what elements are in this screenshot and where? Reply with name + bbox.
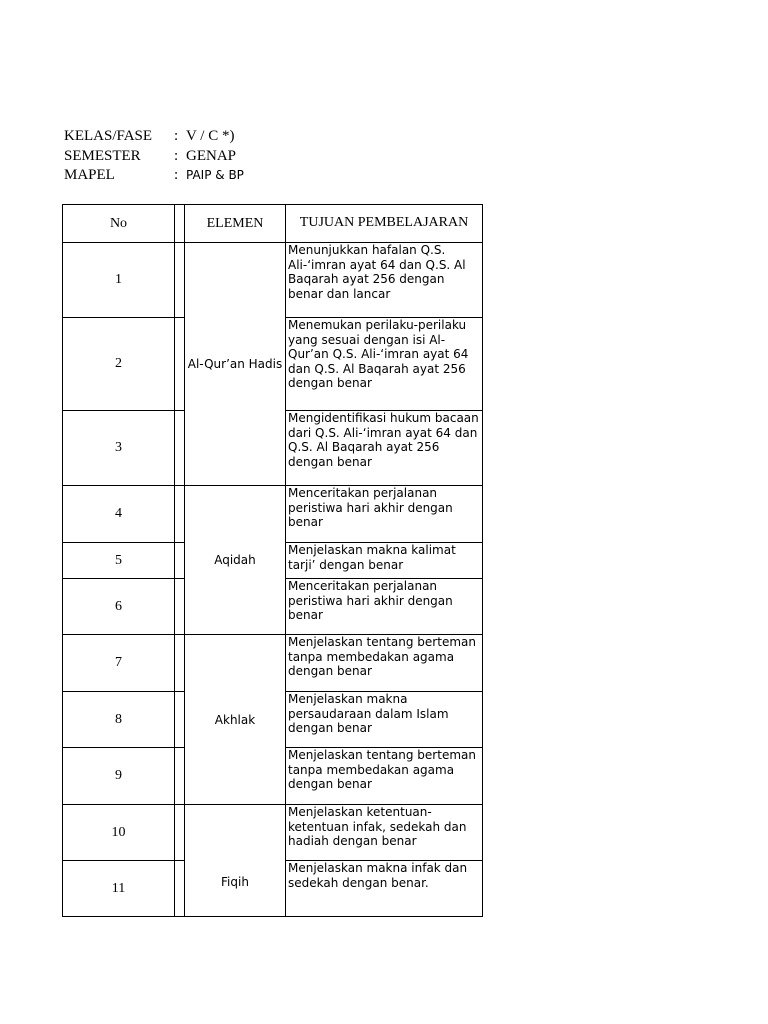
- row-number: 2: [63, 318, 175, 411]
- table-row: [63, 635, 483, 692]
- row-number: 8: [63, 692, 175, 748]
- elemen-cell: Akhlak: [185, 635, 286, 805]
- table-row: [63, 243, 483, 318]
- tujuan-cell: Menceritakan perjalanan peristiwa hari akhir dengan benar: [286, 579, 483, 635]
- tujuan-cell: Menemukan perilaku-perilaku yang sesuai dengan isi Al-Qur’an Q.S. Ali-‘imran ayat 64 dan Q.S. Al Baqarah ayat 256 dengan benar: [286, 318, 483, 411]
- kelas-row: [64, 127, 244, 147]
- tujuan-cell: Menunjukkan hafalan Q.S. Ali-‘imran ayat 64 dan Q.S. Al Baqarah ayat 256 dengan benar dan lancar: [286, 243, 483, 318]
- tujuan-pembelajaran-table: [62, 204, 483, 917]
- row-number: 1: [63, 243, 175, 318]
- tujuan-cell: Menjelaskan makna persaudaraan dalam Islam dengan benar: [286, 692, 483, 748]
- elemen-cell: Aqidah: [185, 486, 286, 635]
- semester-label: SEMESTER: [64, 147, 141, 164]
- row-number: 6: [63, 579, 175, 635]
- semester-value: GENAP: [186, 147, 237, 164]
- column-header-elemen: ELEMEN: [185, 205, 286, 243]
- spacer-cell: [175, 318, 185, 411]
- spacer-cell: [175, 635, 185, 692]
- mapel-value: PAIP & BP: [186, 168, 244, 182]
- kelas-label: KELAS/FASE: [64, 128, 153, 144]
- column-header-tujuan: TUJUAN PEMBELAJARAN: [286, 205, 483, 243]
- tujuan-cell: Mengidentifikasi hukum bacaan dari Q.S. Ali-‘imran ayat 64 dan Q.S. Al Baqarah ayat 256 dengan benar: [286, 411, 483, 486]
- elemen-cell: Fiqih: [185, 805, 286, 917]
- table-row: [63, 805, 483, 861]
- kelas-value: V / C *): [186, 128, 235, 144]
- tujuan-cell: Menjelaskan tentang berteman tanpa membedakan agama dengan benar: [286, 748, 483, 805]
- spacer-cell: [175, 692, 185, 748]
- spacer-cell: [175, 543, 185, 579]
- row-number: 4: [63, 486, 175, 543]
- row-number: 11: [63, 861, 175, 917]
- colon: :: [174, 147, 179, 164]
- row-number: 5: [63, 543, 175, 579]
- row-number: 3: [63, 411, 175, 486]
- tujuan-cell: Menjelaskan tentang berteman tanpa membedakan agama dengan benar: [286, 635, 483, 692]
- document-header: [64, 127, 244, 186]
- table-row: [63, 486, 483, 543]
- row-number: 9: [63, 748, 175, 805]
- spacer-cell: [175, 861, 185, 917]
- table-header-row: [63, 205, 483, 243]
- row-number: 7: [63, 635, 175, 692]
- colon: :: [174, 167, 179, 183]
- mapel-label: MAPEL: [64, 167, 115, 183]
- column-header-no: No: [63, 205, 175, 243]
- spacer-cell: [175, 411, 185, 486]
- elemen-cell: Al-Qur’an Hadis: [185, 243, 286, 486]
- spacer-cell: [175, 486, 185, 543]
- spacer-cell: [175, 205, 185, 243]
- tujuan-cell: Menjelaskan ketentuan-ketentuan infak, sedekah dan hadiah dengan benar: [286, 805, 483, 861]
- mapel-row: [64, 166, 244, 186]
- tujuan-cell: Menjelaskan makna kalimat tarji’ dengan benar: [286, 543, 483, 579]
- spacer-cell: [175, 805, 185, 861]
- spacer-cell: [175, 579, 185, 635]
- tujuan-cell: Menceritakan perjalanan peristiwa hari akhir dengan benar: [286, 486, 483, 543]
- spacer-cell: [175, 748, 185, 805]
- row-number: 10: [63, 805, 175, 861]
- spacer-cell: [175, 243, 185, 318]
- tujuan-cell: Menjelaskan makna infak dan sedekah dengan benar.: [286, 861, 483, 917]
- semester-row: [64, 147, 244, 167]
- colon: :: [174, 128, 179, 144]
